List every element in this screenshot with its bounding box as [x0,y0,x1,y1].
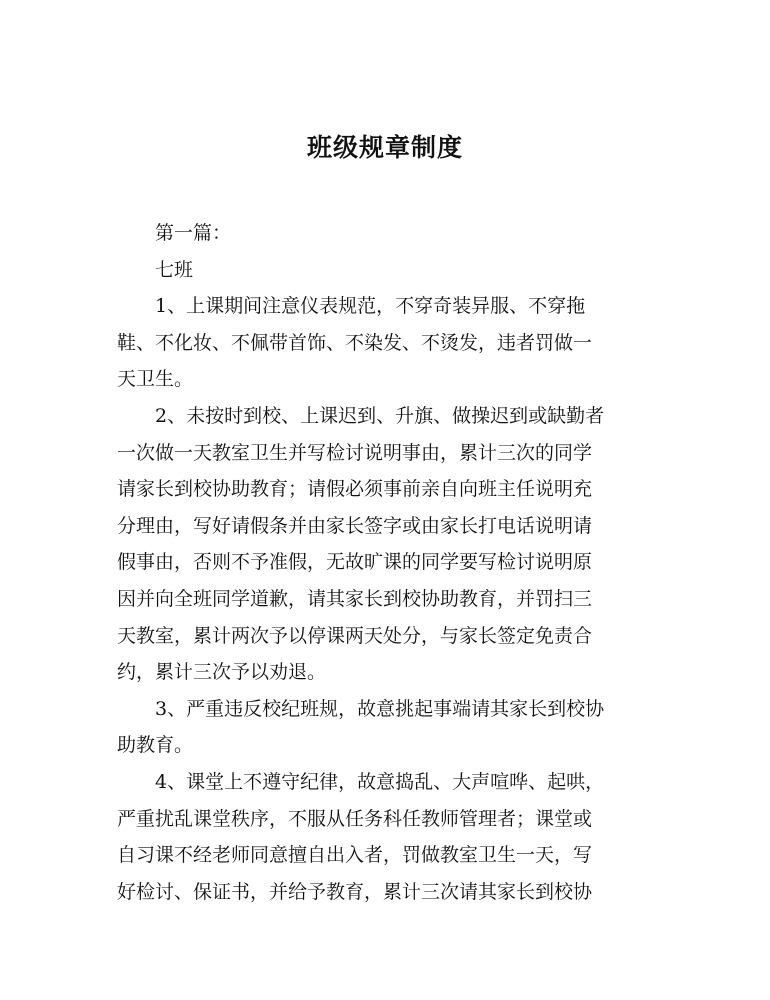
text-line: 助教育。 [117,734,194,757]
text-line: 七班 [155,258,194,281]
paragraph-rule-4 [117,764,639,910]
text-line: 一次做一天教室卫生并写检讨说明事由，累计三次的同学 [117,441,593,464]
text-line: 因并向全班同学道歉，请其家长到校协助教育，并罚扫三 [117,587,593,610]
text-line: 请家长到校协助教育；请假必须事前亲自向班主任说明充 [117,478,593,501]
text-line: 1、上课期间注意仪表规范，不穿奇装异服、不穿拖 [155,295,586,318]
text-line: 假事由，否则不予准假，无故旷课的同学要写检讨说明原 [117,551,593,574]
text-line: 鞋、不化妆、不佩带首饰、不染发、不烫发，违者罚做一 [117,331,593,354]
text-line: 分理由，写好请假条并由家长签字或由家长打电话说明请 [117,514,593,537]
paragraph-rule-2 [117,398,639,691]
text-line: 天卫生。 [117,368,194,391]
text-line: 约，累计三次予以劝退。 [117,661,327,684]
paragraph-part-heading [117,215,639,252]
paragraph-rule-1 [117,288,639,398]
paragraph-rule-3 [117,691,639,764]
text-line: 严重扰乱课堂秩序，不服从任务科任教师管理者；课堂或 [117,807,593,830]
text-line: 好检讨、保证书，并给予教育，累计三次请其家长到校协 [117,880,593,903]
text-line: 天教室，累计两次予以停课两天处分，与家长签定免责合 [117,624,593,647]
document-title: 班级规章制度 [306,133,463,162]
text-line: 2、未按时到校、上课迟到、升旗、做操迟到或缺勤者 [155,404,605,427]
text-line: 第一篇： [155,222,232,244]
text-line: 自习课不经老师同意擅自出入者，罚做教室卫生一天，写 [117,844,593,867]
document-body [117,215,639,910]
paragraph-class-name [117,252,639,289]
text-line: 3、严重违反校纪班规，故意挑起事端请其家长到校协 [155,697,605,720]
text-line: 4、课堂上不遵守纪律，故意捣乱、大声喧哗、起哄， [155,770,605,793]
